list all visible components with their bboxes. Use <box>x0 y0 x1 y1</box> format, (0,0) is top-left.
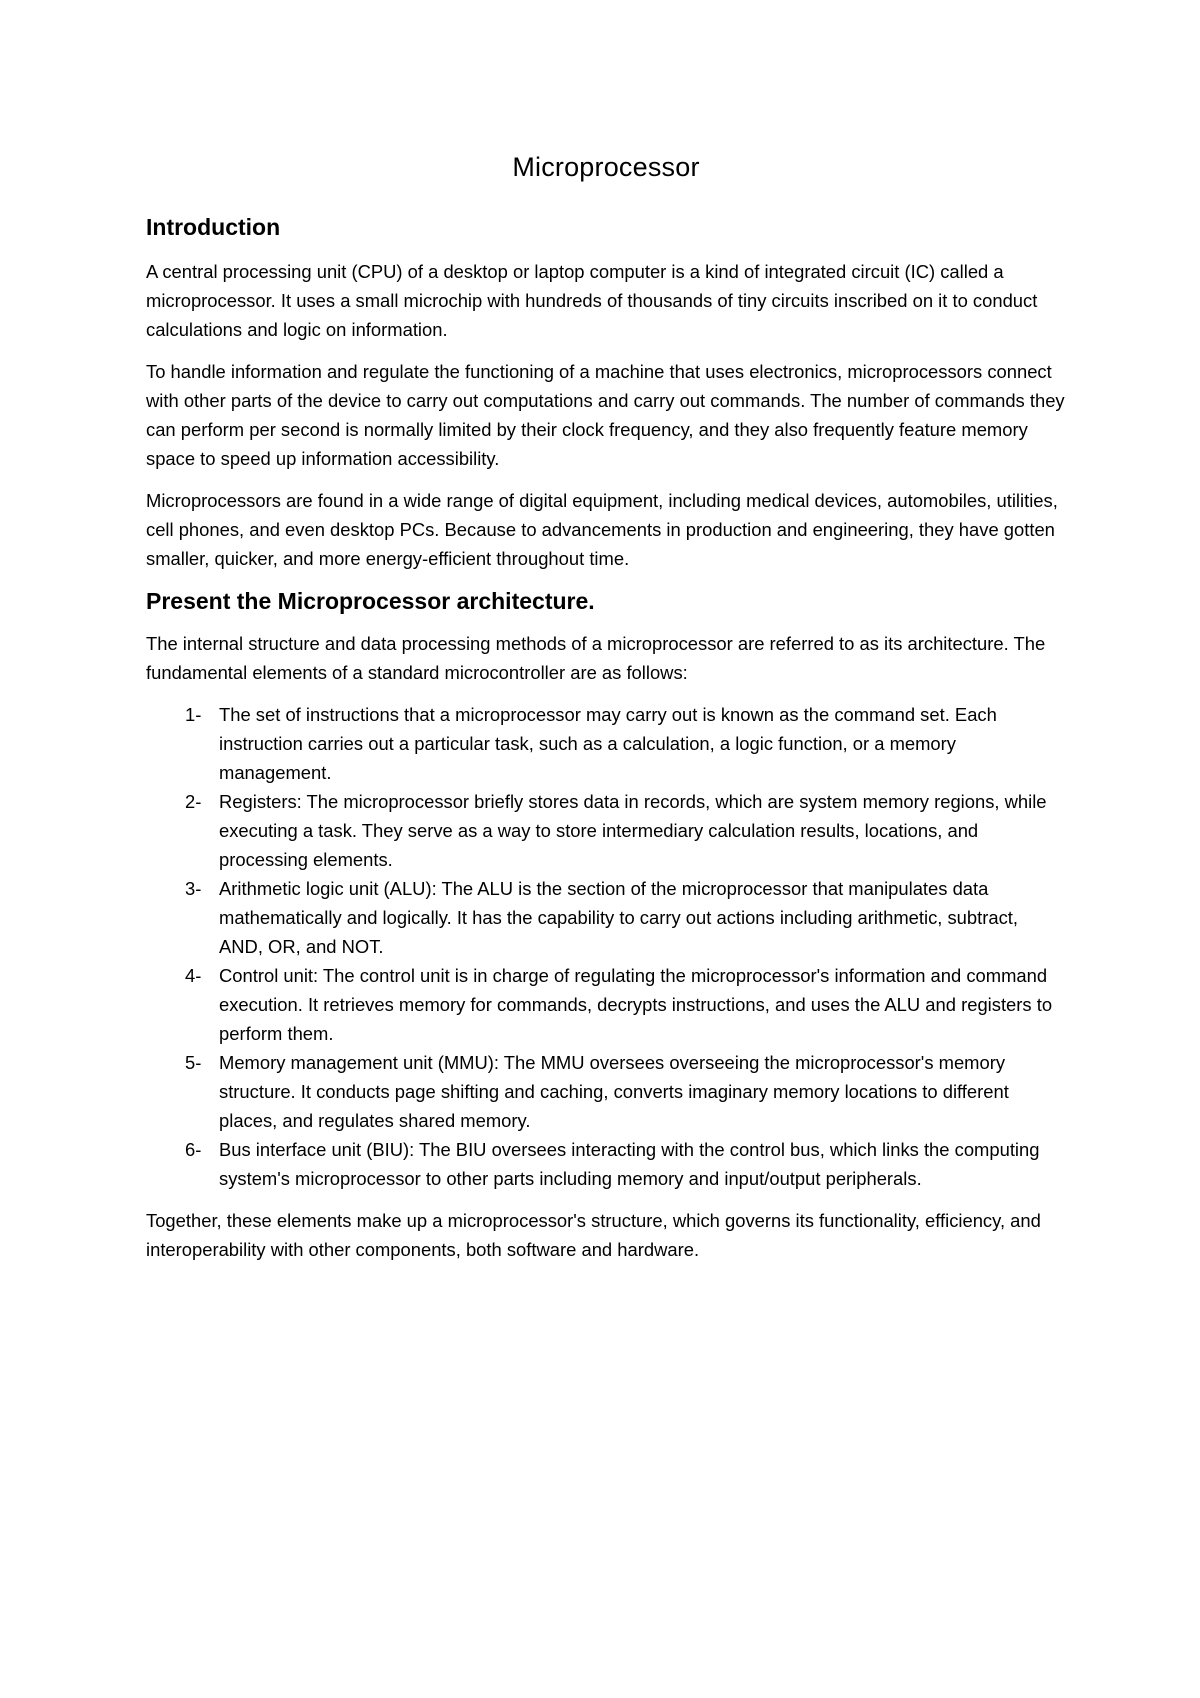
list-item <box>146 1048 1066 1135</box>
document-page <box>146 150 1066 1277</box>
introduction-heading: Introduction <box>146 214 281 240</box>
list-item-number: 6- <box>185 1139 202 1160</box>
list-item <box>146 961 1066 1048</box>
list-item-number: 3- <box>185 878 202 899</box>
list-item-number: 5- <box>185 1052 202 1073</box>
list-item-number: 4- <box>185 965 202 986</box>
intro-paragraph: Microprocessors are found in a wide range of digital equipment, including medical devices, automobiles, utilities, cell phones, and even desktop PCs. Because to advancements in production and engineering, they have gotten smaller, quicker, and more energy-efficient throughout time. <box>146 490 1058 569</box>
list-item-number: 1- <box>185 704 202 725</box>
intro-paragraph: To handle information and regulate the functioning of a machine that uses electronics, microprocessors connect with other parts of the device to carry out computations and carry out commands. The number of commands they can perform per second is normally limited by their clock frequency, and they also frequently feature memory space to speed up information accessibility. <box>146 361 1065 469</box>
document-title: Microprocessor <box>512 152 700 182</box>
list-item-text: Control unit: The control unit is in charge of regulating the microprocessor's information and command execution. It retrieves memory for commands, decrypts instructions, and uses the ALU and registers to perform them. <box>219 965 1053 1044</box>
architecture-list <box>146 700 1066 1193</box>
list-item-text: Registers: The microprocessor briefly stores data in records, which are system memory regions, while executing a task. They serve as a way to store intermediary calculation results, locations, and processing elements. <box>219 791 1047 870</box>
list-item <box>146 874 1066 961</box>
list-item-text: The set of instructions that a microprocessor may carry out is known as the command set. Each instruction carries out a particular task, such as a calculation, a logic function, or a memory management. <box>219 704 997 783</box>
list-item-text: Bus interface unit (BIU): The BIU oversees interacting with the control bus, which links the computing system's microprocessor to other parts including memory and input/output peripherals. <box>219 1139 1040 1189</box>
architecture-heading: Present the Microprocessor architecture. <box>146 588 595 614</box>
list-item-number: 2- <box>185 791 202 812</box>
conclusion-paragraph: Together, these elements make up a microprocessor's structure, which governs its functionality, efficiency, and interoperability with other components, both software and hardware. <box>146 1210 1041 1260</box>
list-item <box>146 1135 1066 1193</box>
list-item-text: Memory management unit (MMU): The MMU oversees overseeing the microprocessor's memory structure. It conducts page shifting and caching, converts imaginary memory locations to different places, and regulates shared memory. <box>219 1052 1009 1131</box>
list-item <box>146 700 1066 787</box>
list-item <box>146 787 1066 874</box>
intro-paragraph: A central processing unit (CPU) of a desktop or laptop computer is a kind of integrated circuit (IC) called a microprocessor. It uses a small microchip with hundreds of thousands of tiny circuits inscribed on it to conduct calculations and logic on information. <box>146 261 1038 340</box>
architecture-intro: The internal structure and data processing methods of a microprocessor are referred to as its architecture. The fundamental elements of a standard microcontroller are as follows: <box>146 633 1046 683</box>
list-item-text: Arithmetic logic unit (ALU): The ALU is the section of the microprocessor that manipulates data mathematically and logically. It has the capability to carry out actions including arithmetic, subtract, AND, OR, and NOT. <box>219 878 1019 957</box>
